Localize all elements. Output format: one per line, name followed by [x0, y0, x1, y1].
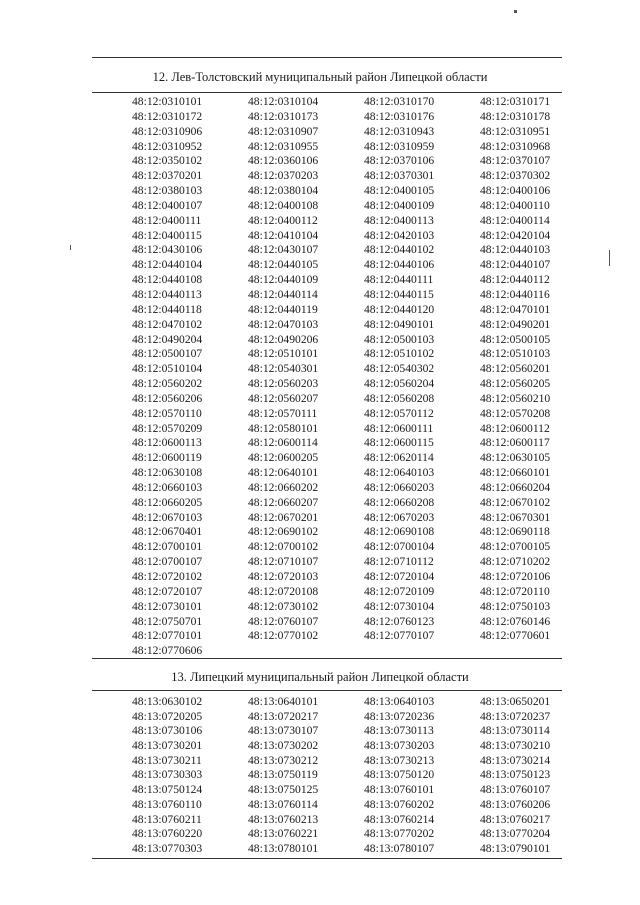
cadastral-code-cell: 48:12:0490206: [248, 332, 319, 346]
cadastral-code-cell: 48:13:0730214: [480, 753, 551, 767]
cadastral-code-cell: 48:13:0730107: [248, 724, 319, 738]
cadastral-code-cell: 48:13:0750120: [364, 768, 435, 782]
cadastral-code-cell: 48:12:0660205: [132, 495, 203, 509]
cadastral-code-cell: 48:12:0720109: [364, 584, 435, 598]
cadastral-code-cell: 48:13:0760213: [248, 812, 319, 826]
cadastral-code-cell: 48:13:0650201: [480, 695, 551, 708]
cadastral-code-cell: 48:12:0400109: [364, 198, 435, 212]
cadastral-code-cell: 48:12:0670102: [480, 495, 551, 509]
cadastral-code-cell: 48:13:0730203: [364, 739, 435, 753]
cadastral-code-cell: 48:13:0720205: [132, 709, 203, 723]
cadastral-code-cell: 48:12:0400115: [132, 228, 202, 242]
cadastral-code-cell: 48:12:0510101: [248, 347, 319, 361]
cadastral-code-cell: 48:12:0600112: [480, 421, 550, 435]
cadastral-code-cell: 48:12:0410104: [248, 228, 319, 242]
cadastral-code-cell: 48:12:0440114: [248, 287, 318, 301]
cadastral-code-cell: 48:12:0420104: [480, 228, 551, 242]
cadastral-code-cell: 48:12:0440105: [248, 258, 319, 272]
cadastral-code-cell: 48:12:0700104: [364, 540, 435, 554]
cadastral-code-cell: 48:13:0780101: [248, 841, 319, 855]
cadastral-code-cell: 48:13:0760114: [248, 797, 318, 811]
cadastral-code-cell: 48:12:0310172: [132, 109, 203, 123]
cadastral-code-cell: 48:12:0440118: [132, 302, 202, 316]
cadastral-code-cell: 48:12:0720104: [364, 570, 435, 583]
cadastral-code-cell: 48:12:0440106: [364, 258, 435, 272]
cadastral-code-cell: 48:12:0400105: [364, 184, 435, 198]
cadastral-code-cell: 48:12:0600119: [132, 451, 202, 465]
cadastral-code-cell: 48:12:0540301: [248, 362, 319, 376]
cadastral-code-cell: 48:12:0640101: [248, 466, 319, 480]
cadastral-code-cell: 48:12:0440116: [480, 287, 550, 301]
cadastral-code-cell: 48:12:0370302: [480, 169, 551, 183]
cadastral-code-cell: 48:13:0730213: [364, 753, 435, 767]
cadastral-code-cell: 48:12:0310101: [132, 95, 203, 108]
cadastral-code-cell: 48:12:0560206: [132, 391, 203, 405]
cadastral-code-cell: 48:12:0700105: [480, 540, 551, 554]
cadastral-code-cell: 48:13:0760202: [364, 797, 435, 811]
cadastral-code-cell: 48:12:0560201: [480, 362, 551, 376]
cadastral-code-cell: 48:12:0430107: [248, 243, 319, 257]
cadastral-code-cell: 48:13:0760206: [480, 797, 551, 811]
cadastral-code-cell: 48:12:0700101: [132, 540, 203, 554]
cadastral-code-cell: 48:12:0600205: [248, 451, 319, 465]
cadastral-code-cell: 48:12:0540302: [364, 362, 435, 376]
cadastral-code-cell: 48:12:0730104: [364, 599, 435, 613]
cadastral-code-cell: 48:12:0600117: [480, 436, 550, 450]
cadastral-code-cell: 48:12:0440108: [132, 273, 203, 287]
cadastral-code-cell: 48:12:0720110: [480, 584, 550, 598]
cadastral-code-cell: 48:12:0720103: [248, 570, 319, 583]
cadastral-code-cell: 48:13:0730113: [364, 724, 434, 738]
cadastral-code-cell: 48:13:0750119: [248, 768, 318, 782]
cadastral-code-cell: 48:12:0760107: [248, 614, 319, 628]
cadastral-code-cell: 48:12:0660204: [480, 480, 551, 494]
cadastral-code-cell: 48:12:0760146: [480, 614, 551, 628]
cadastral-code-cell: 48:12:0440115: [364, 287, 434, 301]
cadastral-code-cell: 48:13:0790101: [480, 841, 551, 855]
cadastral-code-cell: 48:12:0310171: [480, 95, 551, 108]
cadastral-code-cell: 48:12:0470103: [248, 317, 319, 331]
cadastral-code-cell: 48:13:0730114: [480, 724, 550, 738]
cadastral-code-cell: 48:12:0690102: [248, 525, 319, 539]
cadastral-code-cell: 48:13:0730212: [248, 753, 319, 767]
cadastral-code-cell: 48:12:0670203: [364, 510, 435, 524]
cadastral-code-cell: 48:12:0400113: [364, 213, 434, 227]
cadastral-code-cell: 48:12:0580101: [248, 421, 319, 435]
cadastral-code-cell: 48:12:0570111: [248, 406, 318, 420]
cadastral-code-cell: 48:12:0730101: [132, 599, 203, 613]
cadastral-code-cell: 48:13:0760107: [480, 783, 551, 797]
cadastral-code-cell: 48:12:0370107: [480, 154, 551, 168]
cadastral-code-cell: 48:12:0720107: [132, 584, 203, 598]
cadastral-code-cell: 48:12:0570110: [132, 406, 202, 420]
cadastral-code-cell: 48:12:0560204: [364, 377, 435, 391]
cadastral-code-cell: 48:13:0760211: [132, 812, 202, 826]
section-12-title: 12. Лев-Толстовский муниципальный район Липецкой области: [152, 70, 488, 84]
cadastral-code-cell: 48:12:0560210: [480, 391, 551, 405]
cadastral-code-cell: 48:12:0310943: [364, 124, 435, 138]
cadastral-code-cell: 48:12:0570209: [132, 421, 203, 435]
cadastral-code-cell: 48:12:0730102: [248, 599, 319, 613]
cadastral-code-cell: 48:12:0710107: [248, 555, 319, 569]
cadastral-code-cell: 48:12:0770107: [364, 629, 435, 643]
cadastral-code-cell: 48:12:0490201: [480, 317, 551, 331]
section-12-bottom-rule: [92, 658, 562, 659]
cadastral-code-cell: 48:12:0770606: [132, 644, 203, 658]
top-rule: [92, 57, 562, 58]
cadastral-code-cell: 48:13:0770202: [364, 827, 435, 841]
cadastral-code-cell: 48:13:0630102: [132, 695, 203, 708]
cadastral-code-cell: 48:12:0720106: [480, 570, 551, 583]
cadastral-code-cell: 48:13:0730106: [132, 724, 203, 738]
cadastral-code-cell: 48:13:0760214: [364, 812, 435, 826]
cadastral-code-cell: 48:12:0560203: [248, 377, 319, 391]
cadastral-code-cell: 48:12:0440113: [132, 287, 202, 301]
cadastral-code-cell: 48:12:0720102: [132, 570, 203, 583]
cadastral-code-cell: 48:13:0720217: [248, 709, 319, 723]
section-13-code-table: [132, 695, 596, 857]
cadastral-code-cell: 48:12:0560208: [364, 391, 435, 405]
cadastral-code-cell: 48:13:0730210: [480, 739, 551, 753]
cadastral-code-cell: 48:12:0440112: [480, 273, 550, 287]
cadastral-code-cell: 48:12:0430106: [132, 243, 203, 257]
cadastral-code-cell: 48:12:0310178: [480, 109, 551, 123]
cadastral-code-cell: 48:12:0310907: [248, 124, 319, 138]
cadastral-code-cell: 48:12:0700102: [248, 540, 319, 554]
cadastral-code-cell: 48:12:0370201: [132, 169, 203, 183]
cadastral-code-cell: 48:12:0400107: [132, 198, 203, 212]
cadastral-code-cell: 48:12:0400110: [480, 198, 550, 212]
scan-mark: [609, 250, 610, 266]
cadastral-code-cell: 48:12:0770101: [132, 629, 203, 643]
cadastral-code-cell: 48:12:0630105: [480, 451, 551, 465]
cadastral-code-cell: 48:13:0720236: [364, 709, 435, 723]
cadastral-code-cell: 48:12:0490101: [364, 317, 435, 331]
cadastral-code-cell: 48:12:0670301: [480, 510, 551, 524]
cadastral-code-cell: 48:12:0600115: [364, 436, 434, 450]
cadastral-code-cell: 48:13:0640103: [364, 695, 435, 708]
scan-mark: [514, 10, 517, 13]
cadastral-code-cell: 48:12:0440109: [248, 273, 319, 287]
cadastral-code-cell: 48:12:0500103: [364, 332, 435, 346]
scan-mark: [70, 245, 71, 250]
cadastral-code-cell: 48:13:0720237: [480, 709, 551, 723]
cadastral-code-cell: 48:13:0760110: [132, 797, 202, 811]
cadastral-code-cell: 48:12:0510104: [132, 362, 203, 376]
cadastral-code-cell: 48:12:0310170: [364, 95, 435, 108]
cadastral-code-cell: 48:13:0760217: [480, 812, 551, 826]
cadastral-code-cell: 48:12:0690118: [480, 525, 550, 539]
cadastral-code-cell: 48:13:0760221: [248, 827, 319, 841]
cadastral-code-cell: 48:13:0640101: [248, 695, 319, 708]
cadastral-code-cell: 48:12:0310959: [364, 139, 435, 153]
cadastral-code-cell: 48:12:0660207: [248, 495, 319, 509]
cadastral-code-cell: 48:12:0380103: [132, 184, 203, 198]
cadastral-code-cell: 48:12:0470102: [132, 317, 203, 331]
cadastral-code-cell: 48:12:0470101: [480, 302, 551, 316]
section-13-header-rule: [92, 690, 562, 691]
cadastral-code-cell: 48:12:0420103: [364, 228, 435, 242]
cadastral-code-cell: 48:12:0400112: [248, 213, 318, 227]
cadastral-code-cell: 48:12:0380104: [248, 184, 319, 198]
cadastral-code-cell: 48:12:0600113: [132, 436, 202, 450]
cadastral-code-cell: 48:12:0640103: [364, 466, 435, 480]
cadastral-code-cell: 48:12:0310955: [248, 139, 319, 153]
cadastral-code-cell: 48:12:0370106: [364, 154, 435, 168]
cadastral-code-cell: 48:13:0770204: [480, 827, 551, 841]
cadastral-code-cell: 48:12:0500105: [480, 332, 551, 346]
cadastral-code-cell: 48:12:0370301: [364, 169, 435, 183]
cadastral-code-cell: 48:12:0660103: [132, 480, 203, 494]
cadastral-code-cell: 48:12:0690108: [364, 525, 435, 539]
cadastral-code-cell: 48:12:0370203: [248, 169, 319, 183]
cadastral-code-cell: 48:13:0730202: [248, 739, 319, 753]
cadastral-code-cell: 48:12:0510102: [364, 347, 435, 361]
cadastral-code-cell: 48:12:0570112: [364, 406, 434, 420]
cadastral-code-cell: 48:12:0660203: [364, 480, 435, 494]
cadastral-code-cell: 48:12:0770601: [480, 629, 551, 643]
cadastral-code-cell: 48:12:0620114: [364, 451, 434, 465]
cadastral-code-cell: 48:12:0750103: [480, 599, 551, 613]
cadastral-code-cell: 48:13:0780107: [364, 841, 435, 855]
cadastral-code-cell: 48:12:0750701: [132, 614, 203, 628]
cadastral-code-cell: 48:12:0710202: [480, 555, 551, 569]
cadastral-code-cell: 48:13:0770303: [132, 841, 203, 855]
cadastral-code-cell: 48:12:0670201: [248, 510, 319, 524]
cadastral-code-cell: 48:12:0440104: [132, 258, 203, 272]
cadastral-code-cell: 48:12:0400106: [480, 184, 551, 198]
cadastral-code-cell: 48:12:0310968: [480, 139, 551, 153]
cadastral-code-cell: 48:12:0310906: [132, 124, 203, 138]
cadastral-code-cell: 48:12:0400108: [248, 198, 319, 212]
cadastral-code-cell: 48:12:0710112: [364, 555, 434, 569]
cadastral-code-cell: 48:13:0760101: [364, 783, 435, 797]
cadastral-code-cell: 48:13:0750124: [132, 783, 203, 797]
cadastral-code-cell: 48:13:0730211: [132, 753, 202, 767]
cadastral-code-cell: 48:12:0490204: [132, 332, 203, 346]
cadastral-code-cell: 48:13:0750125: [248, 783, 319, 797]
cadastral-code-cell: 48:12:0700107: [132, 555, 203, 569]
cadastral-code-cell: 48:12:0440111: [364, 273, 434, 287]
cadastral-code-cell: 48:12:0560202: [132, 377, 203, 391]
cadastral-code-cell: 48:12:0440119: [248, 302, 318, 316]
cadastral-code-cell: 48:12:0670401: [132, 525, 203, 539]
cadastral-code-cell: 48:12:0670103: [132, 510, 203, 524]
cadastral-code-cell: 48:12:0660101: [480, 466, 551, 480]
cadastral-code-cell: 48:12:0400114: [480, 213, 550, 227]
cadastral-code-cell: 48:12:0310104: [248, 95, 319, 108]
cadastral-code-cell: 48:12:0720108: [248, 584, 319, 598]
cadastral-code-cell: 48:12:0560207: [248, 391, 319, 405]
cadastral-code-cell: 48:12:0660202: [248, 480, 319, 494]
cadastral-code-cell: 48:12:0440107: [480, 258, 551, 272]
section-12-header-rule: [92, 92, 562, 93]
cadastral-code-cell: 48:12:0310951: [480, 124, 551, 138]
section-12-code-table: [132, 95, 596, 659]
cadastral-code-cell: 48:12:0440120: [364, 302, 435, 316]
cadastral-code-cell: 48:13:0730303: [132, 768, 203, 782]
cadastral-code-cell: 48:12:0570208: [480, 406, 551, 420]
cadastral-code-cell: 48:13:0760220: [132, 827, 203, 841]
cadastral-code-cell: 48:12:0310952: [132, 139, 203, 153]
cadastral-code-cell: 48:12:0440103: [480, 243, 551, 257]
cadastral-code-cell: 48:12:0600114: [248, 436, 318, 450]
cadastral-code-cell: 48:12:0350102: [132, 154, 203, 168]
section-13-title: 13. Липецкий муниципальный район Липецкой области: [171, 670, 469, 684]
cadastral-code-cell: 48:13:0730201: [132, 739, 203, 753]
cadastral-code-cell: 48:13:0750123: [480, 768, 551, 782]
cadastral-code-cell: 48:12:0630108: [132, 466, 203, 480]
cadastral-code-cell: 48:12:0560205: [480, 377, 551, 391]
page-bottom-rule: [92, 858, 562, 859]
cadastral-code-cell: 48:12:0310176: [364, 109, 435, 123]
cadastral-code-cell: 48:12:0770102: [248, 629, 319, 643]
cadastral-code-cell: 48:12:0400111: [132, 213, 202, 227]
cadastral-code-cell: 48:12:0660208: [364, 495, 435, 509]
cadastral-code-cell: 48:12:0510103: [480, 347, 551, 361]
cadastral-code-cell: 48:12:0310173: [248, 109, 319, 123]
cadastral-code-cell: 48:12:0440102: [364, 243, 435, 257]
cadastral-code-cell: 48:12:0500107: [132, 347, 203, 361]
cadastral-code-cell: 48:12:0760123: [364, 614, 435, 628]
cadastral-code-cell: 48:12:0600111: [364, 421, 434, 435]
cadastral-code-cell: 48:12:0360106: [248, 154, 319, 168]
